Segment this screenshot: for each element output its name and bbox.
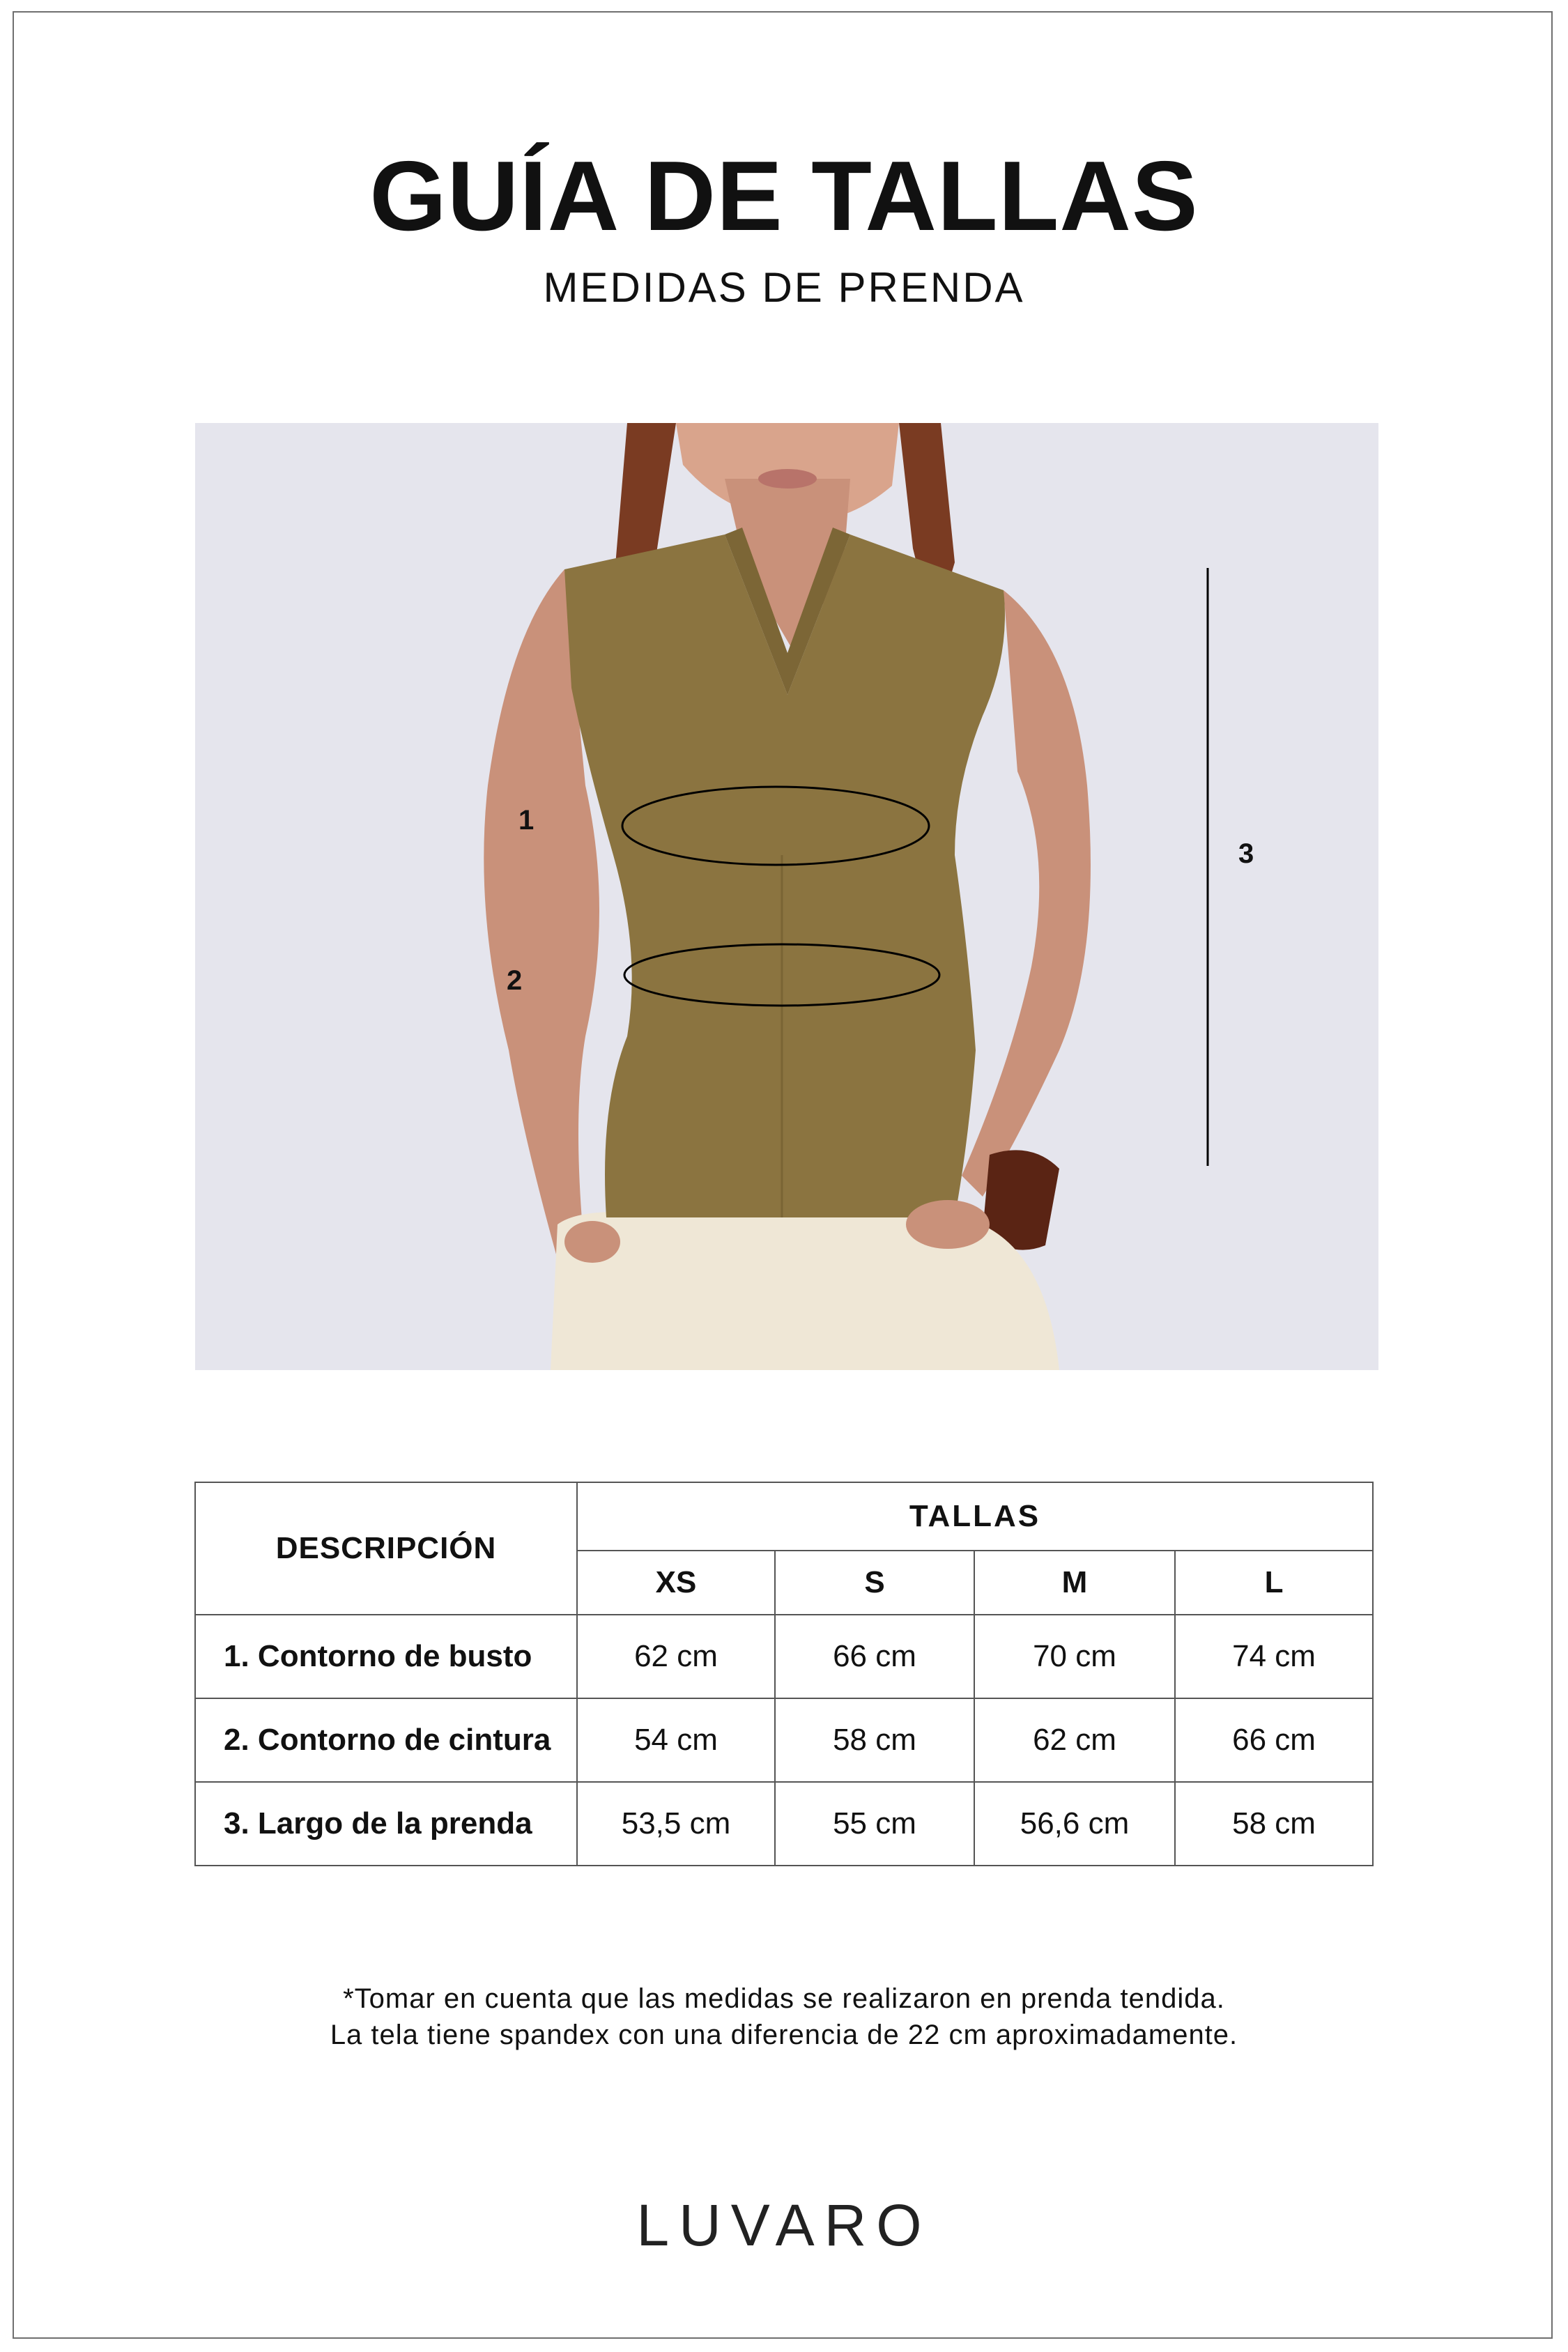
table-row — [195, 1698, 1373, 1782]
waist-marker: 2 — [507, 965, 523, 996]
brand-logo: LUVARO — [636, 2192, 932, 2258]
size-header-xs: XS — [577, 1551, 775, 1615]
note-line-1: *Tomar en cuenta que las medidas se realizaron en prenda tendida. — [343, 1983, 1225, 2014]
size-table — [194, 1482, 1374, 1866]
table-cell: 56,6 cm — [974, 1782, 1175, 1866]
table-cell: 74 cm — [1175, 1615, 1373, 1698]
row-label: 3. Largo de la prenda — [195, 1782, 577, 1866]
size-header-m: M — [974, 1551, 1175, 1615]
row-label: 2. Contorno de cintura — [195, 1698, 577, 1782]
table-cell: 62 cm — [577, 1615, 775, 1698]
length-marker: 3 — [1238, 838, 1254, 869]
table-cell: 53,5 cm — [577, 1782, 775, 1866]
table-cell: 55 cm — [775, 1782, 974, 1866]
page-title: GUÍA DE TALLAS — [369, 141, 1199, 252]
size-header-s: S — [775, 1551, 974, 1615]
table-cell: 58 cm — [775, 1698, 974, 1782]
description-header: DESCRIPCIÓN — [195, 1482, 577, 1615]
table-row — [195, 1615, 1373, 1698]
size-header-l: L — [1175, 1551, 1373, 1615]
product-photo — [195, 423, 1378, 1370]
table-cell: 70 cm — [974, 1615, 1175, 1698]
model-illustration — [195, 423, 1378, 1370]
table-cell: 66 cm — [1175, 1698, 1373, 1782]
page-subtitle: MEDIDAS DE PRENDA — [543, 264, 1025, 311]
row-label: 1. Contorno de busto — [195, 1615, 577, 1698]
measurement-note — [0, 1981, 1568, 2053]
table-cell: 62 cm — [974, 1698, 1175, 1782]
table-row — [195, 1782, 1373, 1866]
sizes-header: TALLAS — [577, 1482, 1373, 1551]
table-cell: 54 cm — [577, 1698, 775, 1782]
note-line-2: La tela tiene spandex con una diferencia de 22 cm aproximadamente. — [330, 2020, 1238, 2050]
bust-marker: 1 — [518, 805, 535, 836]
table-cell: 58 cm — [1175, 1782, 1373, 1866]
table-cell: 66 cm — [775, 1615, 974, 1698]
